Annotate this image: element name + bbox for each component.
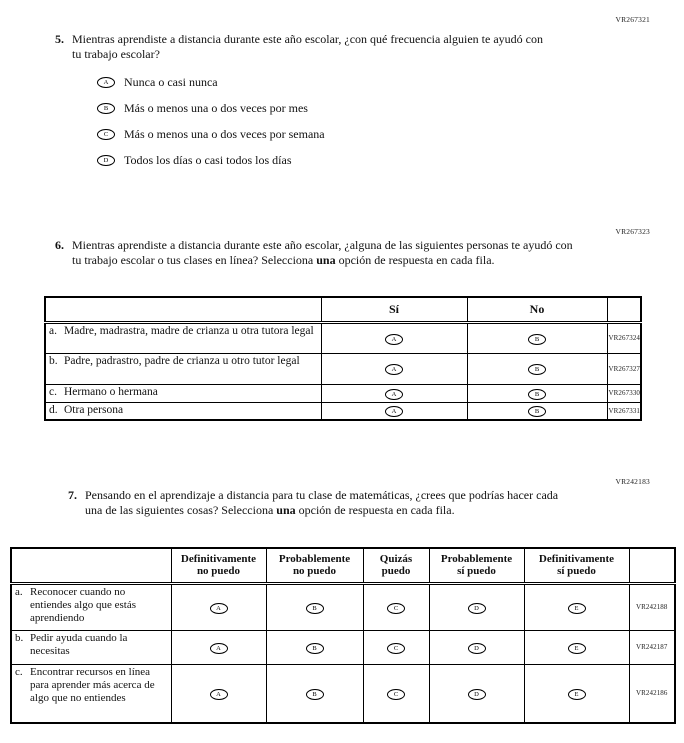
q7-c-opt-b-cell[interactable] <box>266 664 363 723</box>
row-code: VR267331 <box>607 402 641 420</box>
radio-bubble-d[interactable]: D <box>97 155 115 166</box>
radio-bubble-b[interactable]: B <box>306 689 324 700</box>
row-item-text: Reconocer cuando no entiendes algo que estás aprendiendo <box>30 585 136 624</box>
header-line1: Definitivamente <box>180 552 257 565</box>
radio-bubble-b[interactable]: B <box>306 643 324 654</box>
row-item-letter: a. <box>49 324 57 337</box>
radio-bubble-yes[interactable]: A <box>385 406 403 417</box>
row-label-cell <box>11 664 171 723</box>
option-label: Nunca o casi nunca <box>124 75 218 90</box>
answer-option-d[interactable] <box>97 153 684 168</box>
question-5-section <box>0 10 684 179</box>
q7-b-opt-e-cell[interactable] <box>524 630 629 664</box>
radio-bubble-a[interactable]: A <box>97 77 115 88</box>
row-code: VR242188 <box>629 583 675 630</box>
row-code: VR267330 <box>607 384 641 402</box>
q7-c-opt-c-cell[interactable] <box>363 664 429 723</box>
option-label: Más o menos una o dos veces por mes <box>124 101 308 116</box>
q7-header-blank <box>11 548 171 583</box>
row-item-text: Pedir ayuda cuando la necesitas <box>30 631 128 657</box>
radio-bubble-d[interactable]: D <box>468 643 486 654</box>
q7-c-opt-e-cell[interactable] <box>524 664 629 723</box>
question-7-header <box>68 488 684 517</box>
radio-bubble-c[interactable]: C <box>387 643 405 654</box>
q7-header-code-blank <box>629 548 675 583</box>
radio-bubble-d[interactable]: D <box>468 689 486 700</box>
question-6-header <box>55 238 684 267</box>
row-label-cell <box>45 384 321 402</box>
radio-bubble-d[interactable]: D <box>468 603 486 614</box>
table-row-b <box>45 353 641 384</box>
table-row-b <box>11 630 675 664</box>
radio-bubble-a[interactable]: A <box>210 603 228 614</box>
row-item-text: Madre, madrastra, madre de crianza u otra tutora legal <box>64 324 314 337</box>
table-row-a <box>11 583 675 630</box>
radio-bubble-b[interactable]: B <box>97 103 115 114</box>
header-line2: sí puedo <box>457 565 496 578</box>
table-row-d <box>45 402 641 420</box>
question-7-table <box>10 547 676 724</box>
header-line2: no puedo <box>196 565 241 578</box>
row-item-letter: c. <box>49 385 57 398</box>
table-row-c <box>45 384 641 402</box>
q7-a-opt-a-cell[interactable] <box>171 583 266 630</box>
radio-bubble-e[interactable]: E <box>568 689 586 700</box>
radio-bubble-a[interactable]: A <box>210 689 228 700</box>
radio-bubble-e[interactable]: E <box>568 603 586 614</box>
q7-header-def-si <box>524 548 629 583</box>
question-7-section <box>0 472 684 743</box>
answer-option-b[interactable] <box>97 101 684 116</box>
row-label-cell <box>11 630 171 664</box>
row-label-cell <box>11 583 171 630</box>
radio-bubble-no[interactable]: B <box>528 334 546 345</box>
header-line2: sí puedo <box>557 565 596 578</box>
question-text-bold: una <box>316 252 336 267</box>
q6-header-yes: Sí <box>321 297 467 322</box>
option-label: Todos los días o casi todos los días <box>124 153 292 168</box>
row-item-text: Hermano o hermana <box>64 385 158 398</box>
q7-a-opt-c-cell[interactable] <box>363 583 429 630</box>
question-7-code: VR242183 <box>615 477 650 486</box>
q7-a-opt-d-cell[interactable] <box>429 583 524 630</box>
q7-a-opt-b-cell[interactable] <box>266 583 363 630</box>
header-line1: Definitivamente <box>538 552 615 565</box>
q6-header-code-blank <box>607 297 641 322</box>
radio-bubble-e[interactable]: E <box>568 643 586 654</box>
row-item-text: Otra persona <box>64 403 124 416</box>
q6-c-yes-cell[interactable] <box>321 384 467 402</box>
table-row-c <box>11 664 675 723</box>
q7-b-opt-d-cell[interactable] <box>429 630 524 664</box>
row-code: VR267324 <box>607 322 641 353</box>
row-item-letter: b. <box>15 631 24 644</box>
header-line2: no puedo <box>292 565 337 578</box>
header-line1: Probablemente <box>440 552 513 565</box>
question-text-part: Pensando en el aprendizaje a distancia para tu clase de matemáticas, ¿crees que podrías hacer cada una de las siguientes cosas? Selecciona <box>85 488 559 517</box>
question-6-table <box>44 296 642 421</box>
answer-option-c[interactable] <box>97 127 684 142</box>
question-6-code: VR267323 <box>615 227 650 236</box>
radio-bubble-no[interactable]: B <box>528 406 546 417</box>
option-label: Más o menos una o dos veces por semana <box>124 127 325 142</box>
question-5-options <box>97 75 684 168</box>
q7-b-opt-c-cell[interactable] <box>363 630 429 664</box>
question-5-code: VR267321 <box>615 15 650 24</box>
radio-bubble-yes[interactable]: A <box>385 334 403 345</box>
row-item-letter: d. <box>49 403 58 416</box>
table-row-a <box>45 322 641 353</box>
header-line2: puedo <box>381 565 411 578</box>
row-item-letter: b. <box>49 354 58 367</box>
answer-option-a[interactable] <box>97 75 684 90</box>
q6-header-row <box>45 297 641 322</box>
radio-bubble-c[interactable]: C <box>387 603 405 614</box>
radio-bubble-yes[interactable]: A <box>385 364 403 375</box>
row-code: VR242186 <box>629 664 675 723</box>
question-text-part: opción de respuesta en cada fila. <box>338 252 495 267</box>
row-code: VR267327 <box>607 353 641 384</box>
q6-c-no-cell[interactable] <box>467 384 607 402</box>
q7-b-opt-a-cell[interactable] <box>171 630 266 664</box>
q7-header-prob-si <box>429 548 524 583</box>
radio-bubble-b[interactable]: B <box>306 603 324 614</box>
q7-header-prob-no <box>266 548 363 583</box>
question-6-text <box>72 238 577 267</box>
radio-bubble-c[interactable]: C <box>97 129 115 140</box>
header-line1: Probablemente <box>278 552 351 565</box>
row-code: VR242187 <box>629 630 675 664</box>
q7-b-opt-b-cell[interactable] <box>266 630 363 664</box>
question-text-part: Mientras aprendiste a distancia durante este año escolar, ¿alguna de las siguientes personas te ayudó con tu trabajo escolar o tus clases en línea? Selecciona <box>72 238 573 267</box>
radio-bubble-yes[interactable]: A <box>385 389 403 400</box>
q7-c-opt-a-cell[interactable] <box>171 664 266 723</box>
row-label-cell <box>45 322 321 353</box>
question-6-section <box>0 222 684 472</box>
row-item-text: Padre, padrastro, padre de crianza u otro tutor legal <box>64 354 300 367</box>
radio-bubble-no[interactable]: B <box>528 364 546 375</box>
row-item-text: Encontrar recursos en línea para aprender más acerca de algo que no entiendes <box>30 665 155 704</box>
row-label-cell <box>45 402 321 420</box>
header-line1: Quizás <box>379 552 413 565</box>
question-5-header <box>55 32 684 61</box>
q6-d-yes-cell[interactable] <box>321 402 467 420</box>
q6-a-no-cell[interactable] <box>467 322 607 353</box>
question-7-text <box>85 488 573 517</box>
question-5-text: Mientras aprendiste a distancia durante este año escolar, ¿con qué frecuencia alguien te ayudó con tu trabajo escolar? <box>72 32 543 61</box>
question-text-part: opción de respuesta en cada fila. <box>298 502 455 517</box>
q7-header-def-no <box>171 548 266 583</box>
question-text-bold: una <box>276 502 296 517</box>
q7-c-opt-d-cell[interactable] <box>429 664 524 723</box>
q6-a-yes-cell[interactable] <box>321 322 467 353</box>
q6-header-blank <box>45 297 321 322</box>
radio-bubble-c[interactable]: C <box>387 689 405 700</box>
q6-b-no-cell[interactable] <box>467 353 607 384</box>
radio-bubble-no[interactable]: B <box>528 389 546 400</box>
q6-b-yes-cell[interactable] <box>321 353 467 384</box>
radio-bubble-a[interactable]: A <box>210 643 228 654</box>
question-7-number: 7. <box>68 488 77 502</box>
row-item-letter: a. <box>15 585 23 598</box>
q6-d-no-cell[interactable] <box>467 402 607 420</box>
question-5-number: 5. <box>55 32 64 46</box>
q7-a-opt-e-cell[interactable] <box>524 583 629 630</box>
q7-header-row <box>11 548 675 583</box>
q6-header-no: No <box>467 297 607 322</box>
row-label-cell <box>45 353 321 384</box>
question-6-number: 6. <box>55 238 64 252</box>
row-item-letter: c. <box>15 665 23 678</box>
q7-header-quizas <box>363 548 429 583</box>
